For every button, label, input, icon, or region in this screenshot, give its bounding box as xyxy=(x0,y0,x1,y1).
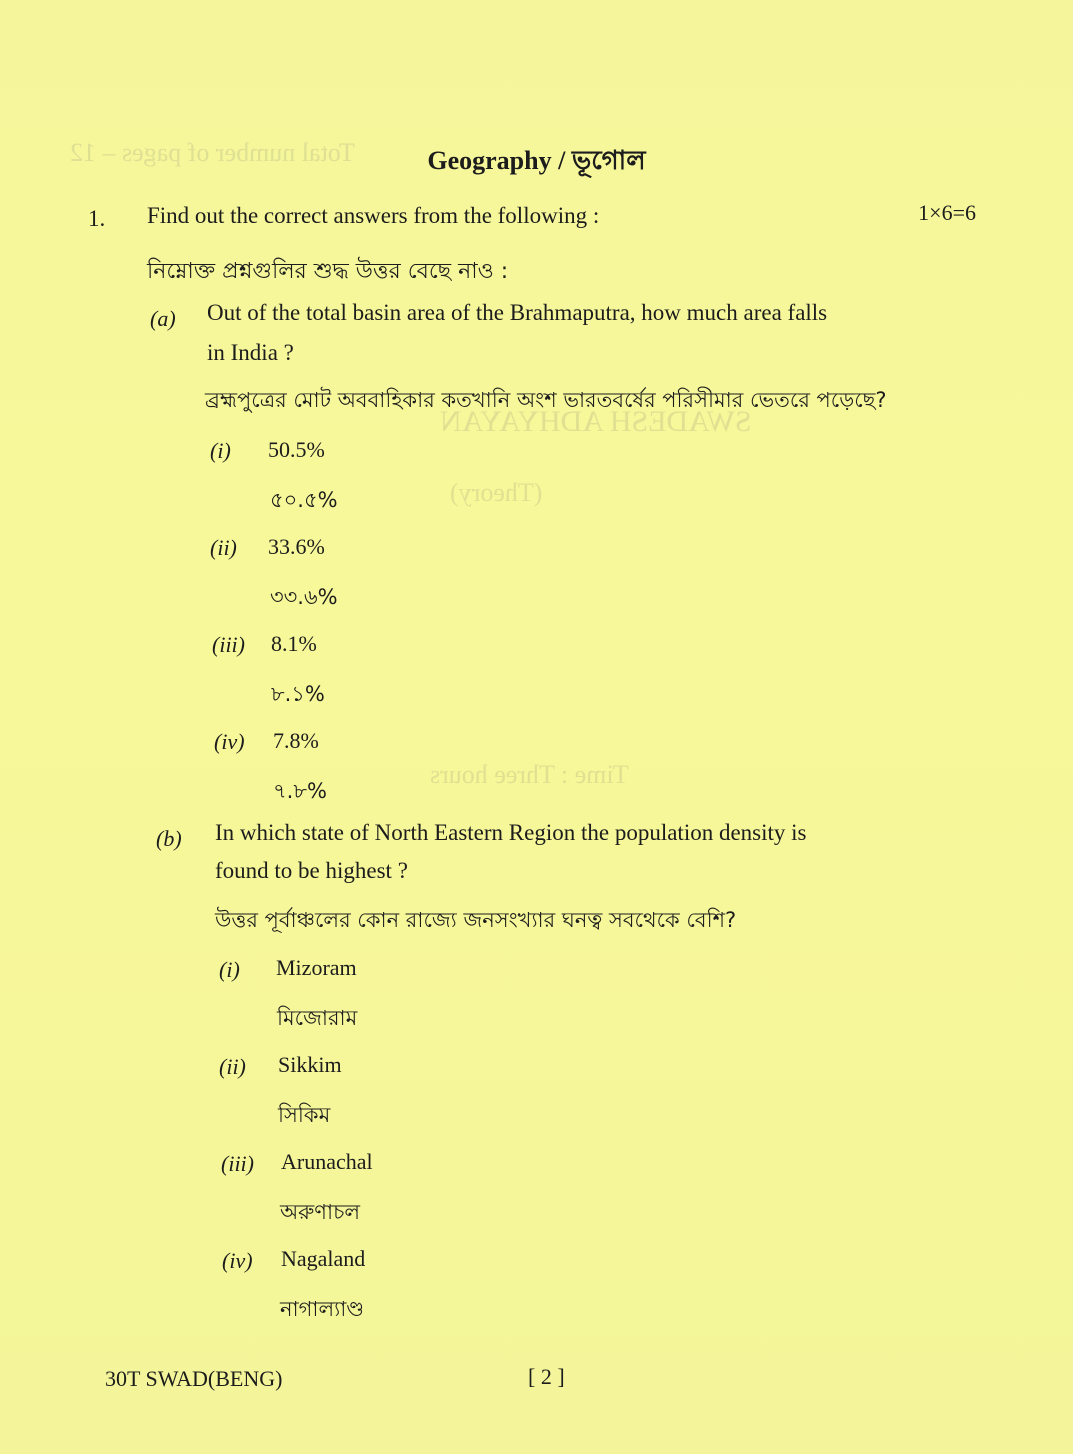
part-b-option-text-bengali: অরুণাচল xyxy=(280,1200,361,1224)
question-text-bengali: নিম্নোক্ত প্রশ্নগুলির শুদ্ধ উত্তর বেছে নাও : xyxy=(147,259,509,284)
part-b-option-label: (i) xyxy=(219,957,240,982)
part-a-text-line2: in India ? xyxy=(207,340,294,365)
part-a-option-text: 33.6% xyxy=(268,534,325,559)
part-a-option-label: (iv) xyxy=(214,729,245,754)
page-title: Geography / ভূগোল xyxy=(427,146,646,175)
question-number: 1. xyxy=(88,206,106,231)
part-b-option-text: Nagaland xyxy=(281,1246,366,1271)
part-a-option-text: 50.5% xyxy=(268,437,325,462)
part-b-option-text: Sikkim xyxy=(278,1052,342,1077)
part-a-text-line1: Out of the total basin area of the Brahmaputra, how much area falls xyxy=(207,300,828,325)
part-b-text-line2: found to be highest ? xyxy=(215,858,408,883)
question-marks: 1×6=6 xyxy=(918,200,976,225)
part-b-option-text: Mizoram xyxy=(276,955,357,980)
show-through-text: Time : Three hours xyxy=(430,760,629,789)
part-b-option-text-bengali: নাগাল্যাণ্ড xyxy=(280,1297,365,1321)
part-a-option-label: (ii) xyxy=(210,535,237,560)
part-a-option-text-bengali: ৫০.৫% xyxy=(270,488,338,512)
show-through-text: Total number of pages – 12 xyxy=(70,138,355,167)
part-b-option-text-bengali: মিজোরাম xyxy=(277,1006,358,1030)
part-b-option-label: (ii) xyxy=(219,1054,246,1079)
part-b-label: (b) xyxy=(156,826,182,851)
part-a-option-text: 8.1% xyxy=(271,631,317,656)
part-a-option-text-bengali: ৮.১% xyxy=(271,682,325,706)
part-b-text-bengali: উত্তর পূর্বাঞ্চলের কোন রাজ্যে জনসংখ্যার ঘনত্ব সবথেকে বেশি? xyxy=(215,908,737,932)
part-a-option-label: (i) xyxy=(210,438,231,463)
part-a-option-text-bengali: ৭.৮% xyxy=(273,779,327,803)
part-a-label: (a) xyxy=(150,306,176,331)
part-a-text-bengali: ব্রহ্মপুত্রের মোট অববাহিকার কতখানি অংশ ভারতবর্ষের পরিসীমার ভেতরে পড়েছে? xyxy=(205,388,887,412)
part-a-option-text: 7.8% xyxy=(273,728,319,753)
part-b-option-label: (iii) xyxy=(221,1151,254,1176)
page-number: [ 2 ] xyxy=(528,1364,565,1389)
part-b-text-line1: In which state of North Eastern Region the population density is xyxy=(215,820,807,845)
part-b-option-text: Arunachal xyxy=(281,1149,373,1174)
show-through-text: SWADESH ADHYAYAN xyxy=(440,405,752,438)
question-text: Find out the correct answers from the following : xyxy=(147,203,600,228)
part-b-option-label: (iv) xyxy=(222,1248,253,1273)
paper-code: 30T SWAD(BENG) xyxy=(105,1366,283,1391)
show-through-text: (Theory) xyxy=(450,478,543,507)
part-b-option-text-bengali: সিকিম xyxy=(278,1103,331,1127)
part-a-option-text-bengali: ৩৩.৬% xyxy=(270,585,338,609)
part-a-option-label: (iii) xyxy=(212,632,245,657)
